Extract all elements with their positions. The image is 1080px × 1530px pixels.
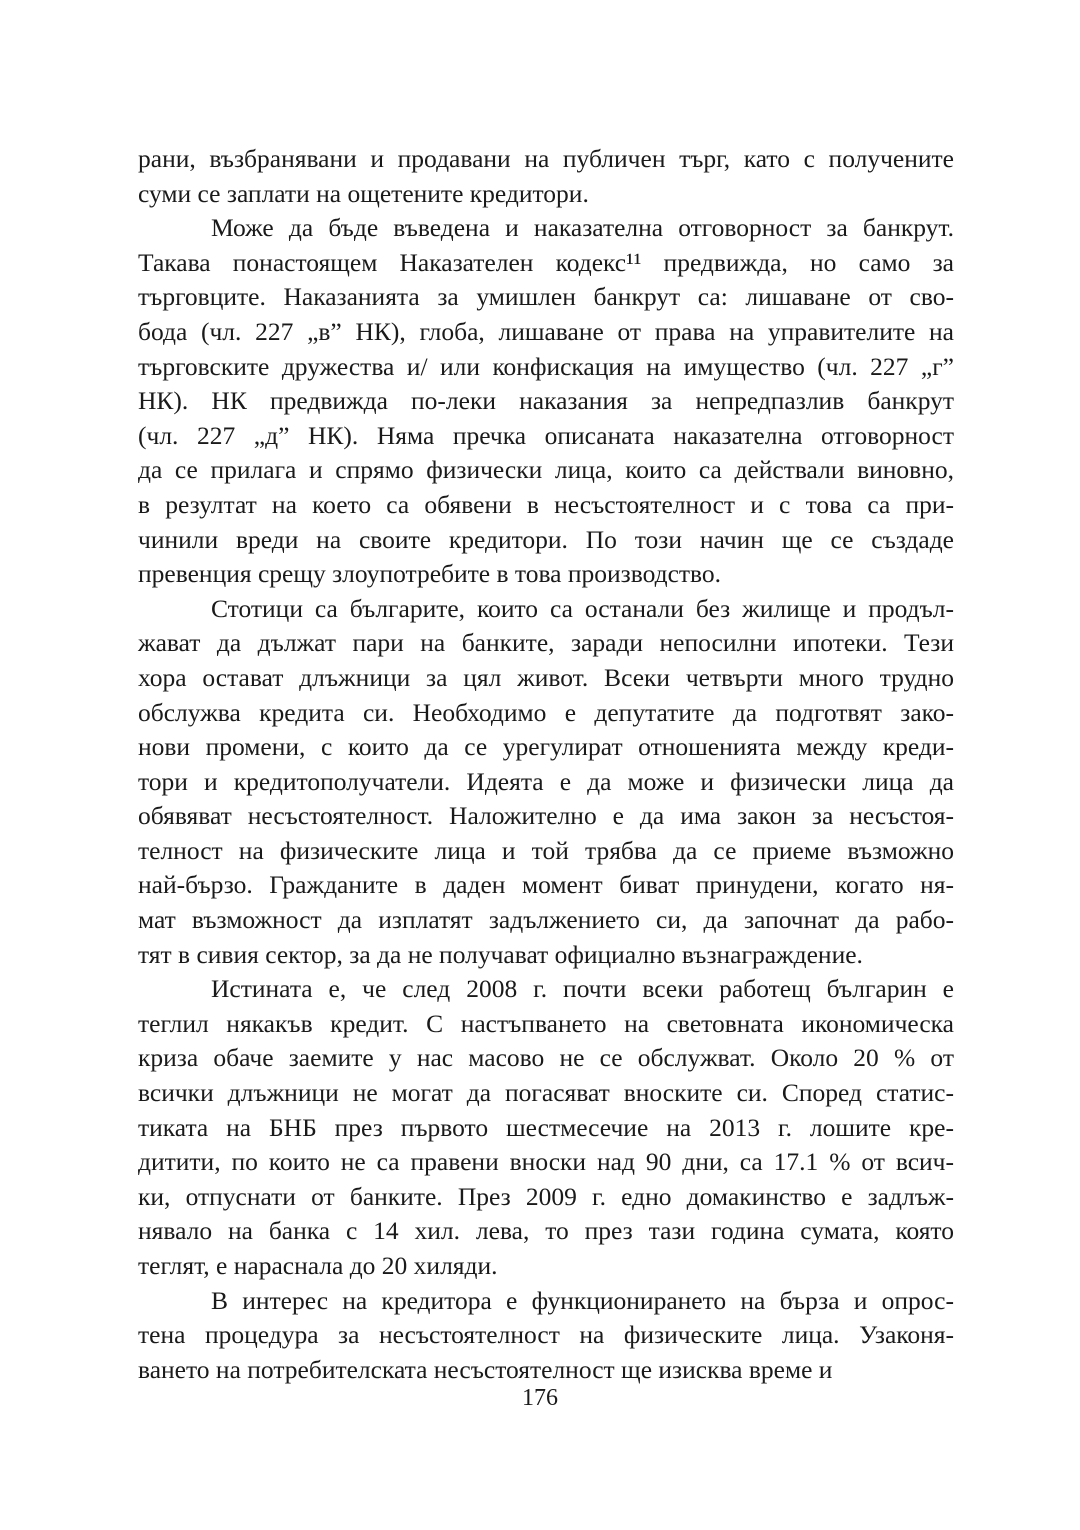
text-line: всички длъжници не могат да погасяват вноските си. Според статис- bbox=[138, 1078, 954, 1108]
text-line: Стотици са българите, които са останали без жилище и продъл- bbox=[211, 593, 954, 623]
text-line: търговците. Наказанията за умишлен банкрут са: лишаване от сво- bbox=[138, 282, 954, 312]
text-line: тят в сивия сектор, за да не получават официално възнаграждение. bbox=[138, 939, 863, 969]
text-line: суми се заплати на ощетените кредитори. bbox=[138, 178, 589, 208]
text-line: рани, възбранявани и продавани на публичен търг, като с получените bbox=[138, 144, 954, 173]
paragraph bbox=[138, 142, 954, 211]
text-line: В интерес на кредитора е функционирането на бърза и опрос- bbox=[211, 1285, 954, 1315]
text-line: тиката на БНБ през първото шестмесечие на 2013 г. лошите кре- bbox=[138, 1112, 954, 1142]
text-line: (чл. 227 „д” НК). Няма пречка описаната наказателна отговорност bbox=[138, 420, 954, 450]
body-text bbox=[138, 142, 954, 1387]
paragraph bbox=[138, 1284, 954, 1388]
text-line: тори и кредитополучатели. Идеята е да може и физически лица да bbox=[138, 766, 954, 796]
text-line: превенция срещу злоупотребите в това производство. bbox=[138, 559, 722, 589]
text-line: теглят, е нараснала до 20 хиляди. bbox=[138, 1251, 498, 1280]
text-line: тена процедура за несъстоятелност на физическите лица. Узаконя- bbox=[138, 1320, 954, 1350]
text-line: търговските дружества и/ или конфискация на имущество (чл. 227 „г” bbox=[138, 351, 954, 381]
text-line: дитити, по които не са правени вноски над 90 дни, са 17.1 % от всич- bbox=[138, 1147, 954, 1177]
text-line: мат възможност да изплатят задължението си, да започнат да рабо- bbox=[138, 905, 954, 935]
text-line: в резултат на което са обявени в несъстоятелност и с това са при- bbox=[138, 489, 954, 519]
text-line: телност на физическите лица и той трябва да се приеме възможно bbox=[138, 835, 954, 865]
text-line: криза обаче заемите у нас масово не се обслужват. Около 20 % от bbox=[138, 1043, 954, 1073]
page-number: 176 bbox=[522, 1385, 558, 1411]
text-line: жават да дължат пари на банките, заради непосилни ипотеки. Тези bbox=[138, 628, 954, 658]
text-line: ки, отпуснати от банките. През 2009 г. едно домакинство е задлъж- bbox=[138, 1181, 954, 1211]
text-line: хора остават длъжници за цял живот. Всеки четвърти много трудно bbox=[138, 662, 954, 692]
text-line: обявяват несъстоятелност. Наложително е да има закон за несъстоя- bbox=[138, 801, 954, 831]
paragraph bbox=[138, 592, 954, 973]
paragraph bbox=[138, 211, 954, 592]
paragraph bbox=[138, 972, 954, 1283]
text-line: нявало на банка с 14 хил. лева, то през тази година сумата, която bbox=[138, 1216, 954, 1246]
text-line: Такава понастоящем Наказателен кодекс¹¹ предвижда, но само за bbox=[138, 247, 954, 277]
text-line: нови промени, с които да се урегулират отношенията между креди- bbox=[138, 732, 954, 762]
text-line: обслужва кредита си. Необходимо е депутатите да подготвят зако- bbox=[138, 697, 954, 727]
text-line: ването на потребителската несъстоятелност ще изисква време и bbox=[138, 1354, 833, 1384]
text-line: Истината е, че след 2008 г. почти всеки работещ българин е bbox=[211, 974, 954, 1004]
text-line: да се прилага и спрямо физически лица, които са действали виновно, bbox=[138, 455, 954, 485]
text-line: НК). НК предвижда по-леки наказания за непредпазлив банкрут bbox=[138, 386, 954, 416]
text-line: бода (чл. 227 „в” НК), глоба, лишаване от права на управителите на bbox=[138, 316, 954, 346]
text-line: най-бързо. Гражданите в даден момент биват принудени, когато ня- bbox=[138, 870, 954, 900]
text-line: Може да бъде въведена и наказателна отговорност за банкрут. bbox=[211, 213, 954, 243]
text-line: чинили вреди на своите кредитори. По този начин ще се създаде bbox=[138, 524, 954, 554]
text-line: теглил някакъв кредит. С настъпването на световната икономическа bbox=[138, 1008, 954, 1038]
